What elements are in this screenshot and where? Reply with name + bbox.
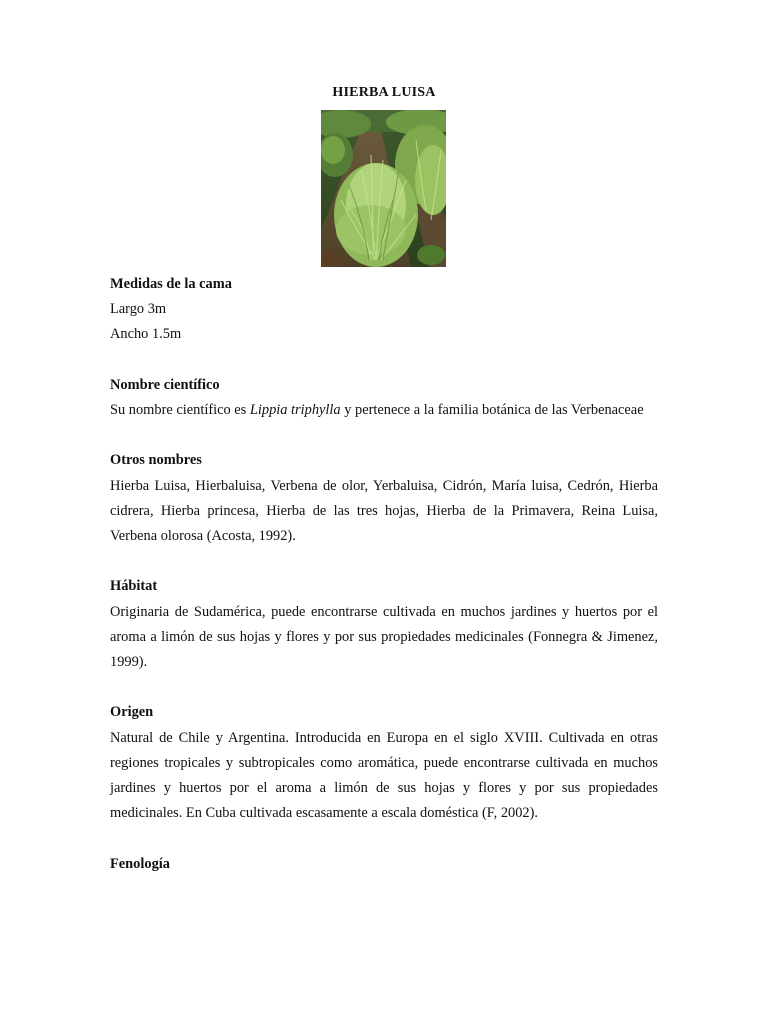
section-heading: Medidas de la cama xyxy=(110,276,232,292)
section-heading: Otros nombres xyxy=(110,452,202,469)
paragraph-text: Su nombre científico es xyxy=(110,402,250,418)
section-habitat xyxy=(110,574,658,675)
section-otros-nombres xyxy=(110,448,658,549)
section-heading: Origen xyxy=(110,704,154,721)
section-paragraph: Natural de Chile y Argentina. Introducida en Europa en el siglo XVIII. Cultivada en otras regiones tropicales y subtropicales como aromática, puede encontrarse cultivada en muchos jardines y huertos por el aroma a limón de sus hojas y flores y por sus propiedades medicinales. En Cuba cultivada escasamente a escala doméstica (F, 2002). xyxy=(110,729,658,822)
document-body xyxy=(110,272,658,902)
section-nombre-cientifico xyxy=(110,373,658,423)
scientific-name: Lippia triphylla xyxy=(249,402,341,418)
section-heading: Hábitat xyxy=(110,578,158,595)
section-origen xyxy=(110,700,658,826)
section-paragraph: Originaria de Sudamérica, puede encontrarse cultivada en muchos jardines y huertos por el aroma a limón de sus hojas y flores y por sus propiedades medicinales (Fonnegra & Jimenez, 1999). xyxy=(110,603,658,670)
section-fenologia xyxy=(110,852,658,877)
document-title: HIERBA LUISA xyxy=(332,85,436,100)
section-paragraph: Hierba Luisa, Hierbaluisa, Verbena de olor, Yerbaluisa, Cidrón, María luisa, Cedrón, Hierba cidrera, Hierba princesa, Hierba de las tres hojas, Hierba de la Primavera, Reina Luisa, Verbena olorosa (Acosta, 1992). xyxy=(110,477,658,544)
bed-width: Ancho 1.5m xyxy=(110,326,182,343)
section-paragraph xyxy=(110,398,658,423)
lemongrass-bed-photo xyxy=(321,110,446,267)
section-medidas xyxy=(110,272,658,348)
section-heading: Nombre científico xyxy=(110,376,220,393)
section-heading: Fenología xyxy=(110,855,170,872)
bed-length: Largo 3m xyxy=(110,301,167,318)
paragraph-text: y pertenece a la familia botánica de las Verbenaceae xyxy=(340,402,644,418)
